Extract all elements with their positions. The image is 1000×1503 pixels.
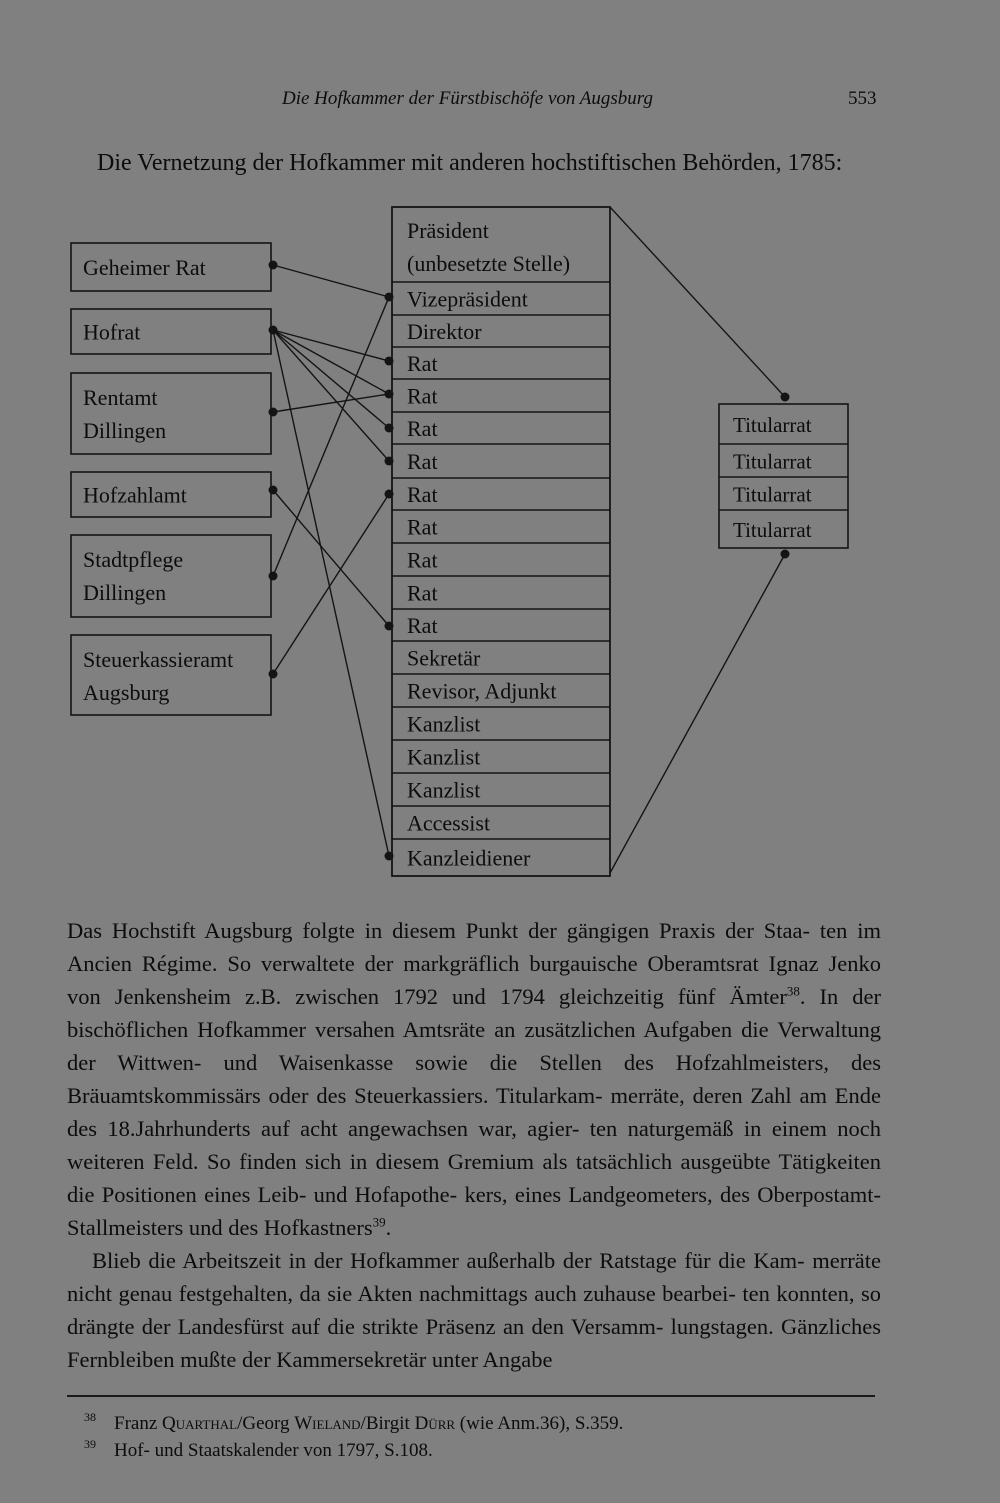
footnotes [80,1410,880,1464]
authority-label: Hofzahlamt [83,482,187,508]
diagram-heading: Die Vernetzung der Hofkammer mit anderen hochstiftischen Behörden, 1785: [97,150,843,176]
p1-line-2: ten im Ancien Régime. So verwaltete der markgräflich burgauische Oberamtsrat [67,918,881,976]
position-label: Rat [407,547,438,573]
position-label: Präsident [407,218,489,243]
connector-line [273,490,389,626]
running-title: Die Hofkammer der Fürstbischöfe von Augsburg [282,88,653,109]
fn-part: /Georg [237,1413,295,1434]
authority-box-geheimer-rat [71,243,271,291]
connector-line [273,394,389,412]
p1-line-4a: Ämter [729,984,787,1009]
footnote-ref-39[interactable]: 39 [372,1214,386,1230]
footnote-number: 38 [84,1410,96,1424]
paragraph-2: Blieb die Arbeitszeit in der Hofkammer außerhalb der Ratstage für die Kam- merräte nicht genau festgehalten, da sie Akten nachmittags auch zuhause bearbei- ten konnten, so drängte der Landesfürst auf die strikte Präsenz an den Versamm- lungstagen. Gänzliches Fernbleiben mußte der Kammersekretär unter Angabe [67,1248,881,1372]
footnote-ref-38[interactable]: 38 [786,983,800,999]
titular-table [719,404,848,548]
authority-label: Dillingen [83,418,167,443]
p1-line-9: als tatsächlich ausgeübte Tätigkeiten die Positionen eines Leib- und Hofapothe- [67,1149,881,1207]
authority-box-steuerkassieramt-augsburg [71,635,271,715]
authority-box-stadtpflege-dillingen [71,535,271,617]
author-name: Quarthal [162,1413,238,1434]
position-label: Rat [407,383,438,409]
fn-part: /Birgit [360,1413,415,1434]
p1-line-6: Hofzahlmeisters, des Bräuamtskommissärs oder des Steuerkassiers. Titularkam- [67,1050,881,1108]
connector-line [273,330,389,461]
page-number: 553 [848,88,877,109]
connector-line [273,330,389,428]
authority-label: Augsburg [83,680,170,705]
position-label: Kanzlist [407,711,481,737]
connector-line [273,265,389,297]
footnote-38 [80,1410,880,1437]
authority-boxes [71,243,271,715]
titular-label: Titularrat [733,413,812,437]
footnote-text [114,1413,623,1434]
titular-label: Titularrat [733,449,812,474]
p1-line-5: Aufgaben die Verwaltung der Wittwen- und Waisenkasse sowie die Stellen des [67,1017,881,1075]
author-name: Wieland [294,1413,361,1434]
footnote-rule [67,1395,875,1397]
position-label: Direktor [407,319,482,344]
position-label: Rat [407,482,438,507]
authority-box-hofrat [71,309,271,354]
p1-end: . [385,1215,392,1240]
p1-line-4b: . In der bischöflichen Hofkammer versahen Amtsräte an zusätzlichen [67,984,881,1042]
footnote-number: 39 [84,1437,96,1451]
p1-line-7: merräte, deren Zahl am Ende des 18.Jahrhunderts auf acht angewachsen war, agier- [67,1083,881,1141]
paragraph-1 [67,914,881,1244]
connector-line [273,494,389,674]
footnote-text: Hof- und Staatskalender von 1797, S.108. [114,1440,433,1461]
position-label: Rat [407,514,438,540]
position-label: Accessist [407,810,491,836]
position-label: Rat [407,449,438,474]
authority-label: Hofrat [83,319,141,345]
authority-label: Geheimer Rat [83,255,206,280]
position-label: Vizepräsident [407,286,528,312]
authority-label: Dillingen [83,580,167,605]
position-label: Revisor, Adjunkt [407,678,557,704]
p1-line-8: ten naturgemäß in einem noch weiteren Feld. So finden sich in diesem Gremium [67,1116,881,1174]
position-label: Rat [407,613,438,638]
position-label: (unbesetzte Stelle) [407,251,571,276]
position-label: Rat [407,351,438,376]
connector-line [610,207,785,397]
authority-label: Rentamt [83,385,158,410]
footnote-39 [80,1437,880,1464]
author-name: Dürr [414,1413,456,1434]
titular-label: Titularrat [733,518,812,542]
position-label: Kanzleidiener [407,845,531,871]
position-label: Kanzlist [407,777,481,803]
p1-line-10: kers, eines Landgeometers, des Oberpostamt-Stallmeisters und des Hofkastners [67,1182,881,1240]
position-label: Rat [407,580,438,606]
authority-box-hofzahlamt [71,472,271,517]
fn-part: (wie Anm.36), S.359. [455,1413,624,1434]
position-label: Kanzlist [407,744,481,770]
p1-line-3: Ignaz Jenko von Jenkensheim z.B. zwischen 1792 und 1794 gleichzeitig fünf [67,951,881,1009]
connector-line [610,554,785,873]
authority-label: Stadtpflege [83,547,184,572]
authority-label: Steuerkassieramt [83,647,234,672]
p1-line-1: Das Hochstift Augsburg folgte in diesem Punkt der gängigen Praxis der Staa- [67,918,811,943]
titular-label: Titularrat [733,482,812,507]
body-text [67,914,881,1376]
fn-part: Franz [114,1413,163,1434]
hofkammer-table [392,207,610,876]
authority-box-rentamt-dillingen [71,373,271,454]
position-label: Sekretär [407,645,481,671]
position-label: Rat [407,416,438,441]
